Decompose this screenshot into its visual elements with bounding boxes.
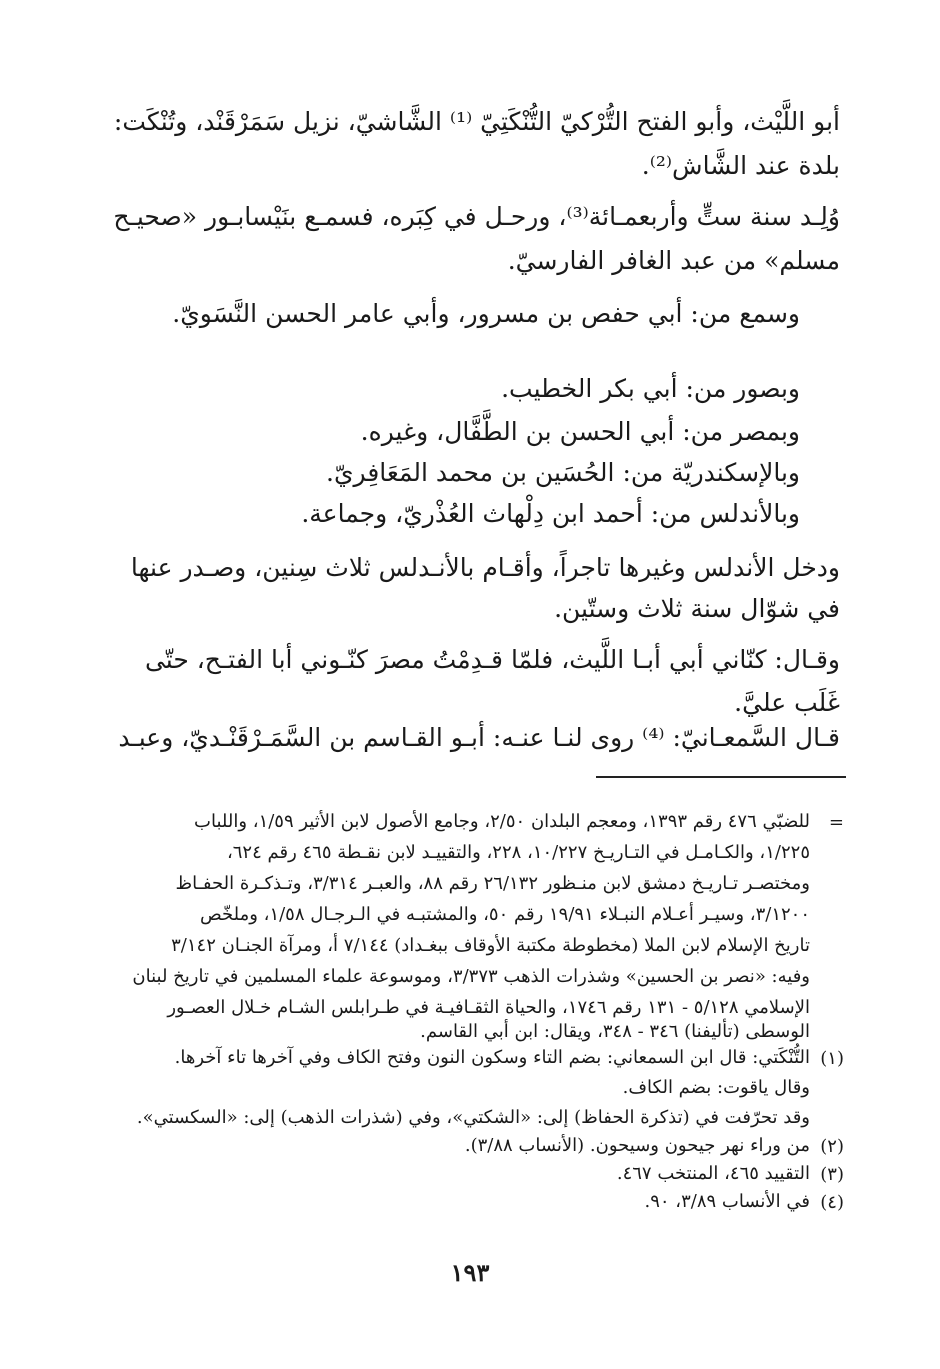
footnote-line: من وراء نهر جيحون وسيحون. (الأنساب ٣/٨٨). xyxy=(464,1135,810,1156)
main-line: وسمع من: أبي حفص بن مسرور، وأبي عامر الحسن النَّسَويّ. xyxy=(172,299,800,328)
main-line: وبالأندلس من: أحمد ابن دِلْهاث العُذْريّ، وجماعة. xyxy=(301,499,800,528)
main-line: وقـال: كنّاني أبي أبـا اللَّيث، فلمّا قـدِمْتُ مصرَ كنّـوني أبا الفتـح، حتّى xyxy=(144,645,840,674)
footnote-number: (٢) xyxy=(820,1136,844,1157)
main-line: وبمصر من: أبي الحسن بن الطَّفَّال، وغيره. xyxy=(360,417,800,446)
footnote-line: ومختصـر تـاريـخ دمشق لابن منـظور ٢٦/١٣٢ رقم ٨٨، والعبـر ٣/٣١٤، وتـذكـرة الحفـاظ xyxy=(175,873,810,894)
footnote-line: وقد تحرّفت في (تذكرة الحفاظ) إلى: «الشكتي»، وفي (شذرات الذهب) إلى: «السكستي». xyxy=(136,1107,810,1128)
footnote-line: ١/٢٢٥، والكـامـل في التـاريـخ ١٠/٢٢٧، ٢٢٨، والتقييـد لابن نقـطة ٤٦٥ رقم ٦٢٤، xyxy=(226,842,810,863)
footnote-separator xyxy=(596,776,846,778)
footnote-line: الإسلامي ٥/١٢٨ - ١٣١ رقم ١٧٤٦، والحياة الثقـافيـة في طـرابلس الشـام خـلال العصـور xyxy=(167,997,810,1018)
footnote-line: ٣/١٢٠٠، وسيـر أعـلام النبـلاء ١٩/٩١ رقم ٥٠، والمشتبـه في الـرجـال ١/٥٨، وملخّص xyxy=(199,904,810,925)
main-line: وبالإسكندريّة من: الحُسَين بن محمد المَعَافِريّ. xyxy=(326,458,800,487)
footnote-line: للضبّي ٤٧٦ رقم ١٣٩٣، ومعجم البلدان ٢/٥٠، وجامع الأصول لابن الأثير ١/٥٩، واللباب xyxy=(194,811,810,832)
main-line: وبصور من: أبي بكر الخطيب. xyxy=(501,374,800,403)
main-line: قـال السَّمعـانيّ: ⁽⁴⁾ روى لنـا عنـه: أبـو القـاسم بن السَّمَـرْقَنْـديّ، وعبـد xyxy=(118,723,840,752)
footnote-line: وفيه: «نصر بن الحسين» وشذرات الذهب ٣/٣٧٣، وموسوعة علماء المسلمين في تاريخ لبنان xyxy=(132,966,810,987)
page-number: ١٩٣ xyxy=(450,1258,490,1287)
footnote-line: الوسطى (تأليفنا) ٣٤٦ - ٣٤٨، ويقال: ابن أبي القاسم. xyxy=(420,1021,810,1042)
footnote-number: (١) xyxy=(820,1048,844,1069)
footnote-number: (٤) xyxy=(820,1192,844,1213)
footnote-number: (٣) xyxy=(820,1164,844,1185)
footnote-line: في الأنساب ٣/٨٩، ٩٠. xyxy=(644,1191,810,1212)
main-line: ودخل الأندلس وغيرها تاجراً، وأقـام بالأنـدلس ثلاث سِنين، وصـدر عنها xyxy=(130,553,840,582)
footnote-line: التقييد ٤٦٥، المنتخب ٤٦٧. xyxy=(616,1163,810,1184)
main-line: غَلَب عليَّ. xyxy=(734,688,840,717)
footnote-line: وقال ياقوت: بضم الكاف. xyxy=(622,1077,810,1098)
footnote-line: التُّنْكَتي: قال ابن السمعاني: بضم التاء وسكون النون وفتح الكاف وفي آخرها تاء آخرها. xyxy=(174,1047,810,1068)
continuation-mark: = xyxy=(828,812,844,833)
main-line: وُلِـد سنة ستٍّ وأربعمـائة⁽³⁾، ورحـل في كِبَره، فسمـع بنَيْسابـور «صحيـح xyxy=(113,202,840,231)
main-line: في شوّال سنة ثلاث وستّين. xyxy=(554,594,840,623)
main-line: أبو اللَّيْث، وأبو الفتح التُّرْكيّ التُّنْكَتِيّ ⁽¹⁾ الشَّاشيّ، نزيل سَمَرْقَنْد، وتُنْكَت: xyxy=(113,107,840,136)
footnote-line: تاريخ الإسلام لابن الملا (مخطوطة مكتبة الأوقاف ببغـداد) ٧/١٤٤ أ، ومرآة الجنـان ٣/١٤٢ xyxy=(171,935,810,956)
main-line: مسلم» من عبد الغافر الفارسيّ. xyxy=(507,246,840,275)
main-line: بلدة عند الشَّاش⁽²⁾. xyxy=(641,151,840,180)
